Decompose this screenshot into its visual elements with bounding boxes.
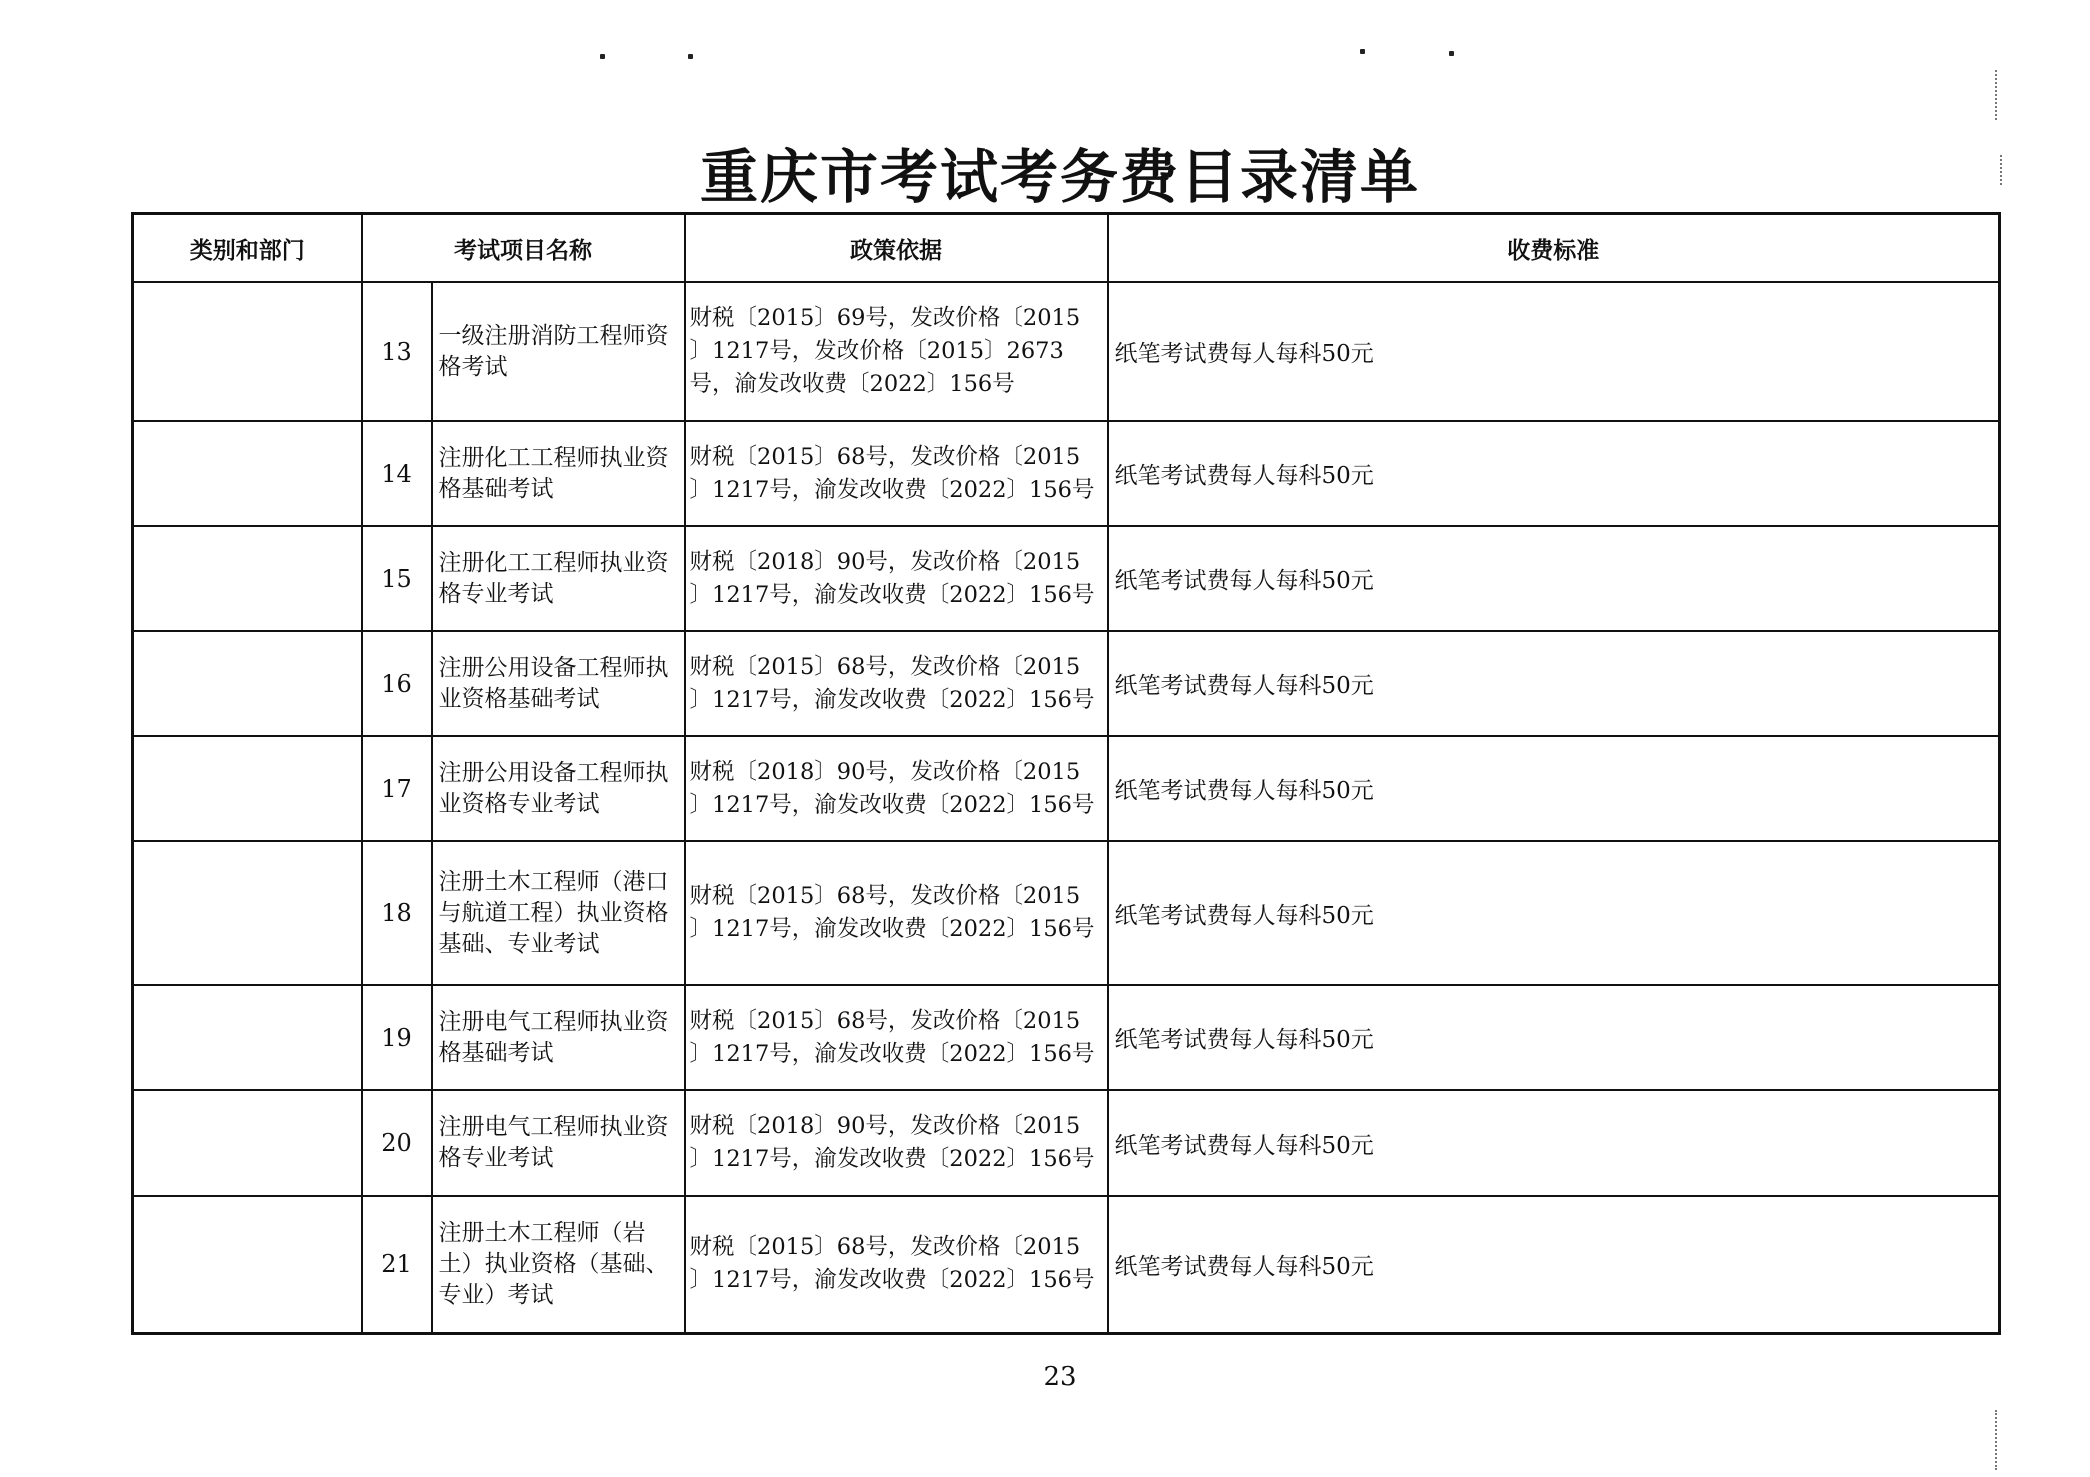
category-cell <box>133 421 362 526</box>
policy-basis: 财税〔2015〕68号，发改价格〔2015 〕1217号，渝发改收费〔2022〕156号 <box>685 631 1108 736</box>
row-number: 15 <box>362 526 432 631</box>
exam-name: 注册化工工程师执业资格专业考试 <box>432 526 685 631</box>
scan-dot <box>1360 49 1365 54</box>
exam-name: 注册电气工程师执业资格基础考试 <box>432 985 685 1090</box>
policy-basis: 财税〔2015〕68号，发改价格〔2015 〕1217号，渝发改收费〔2022〕156号 <box>685 841 1108 985</box>
document-title: 重庆市考试考务费目录清单 <box>699 143 1420 211</box>
scan-dot <box>688 54 693 59</box>
policy-basis: 财税〔2018〕90号，发改价格〔2015 〕1217号，渝发改收费〔2022〕156号 <box>685 736 1108 841</box>
table-row <box>133 841 2000 985</box>
category-cell <box>133 841 362 985</box>
table-header-row <box>133 214 2000 283</box>
scan-dot <box>1449 51 1454 56</box>
header-policy-basis: 政策依据 <box>685 214 1108 283</box>
scan-margin-mark <box>1995 70 1997 120</box>
table-row <box>133 631 2000 736</box>
exam-name: 注册电气工程师执业资格专业考试 <box>432 1090 685 1196</box>
category-cell <box>133 282 362 421</box>
header-exam-name: 考试项目名称 <box>362 214 685 283</box>
page-number: 23 <box>1043 1362 1077 1392</box>
category-cell <box>133 736 362 841</box>
row-number: 19 <box>362 985 432 1090</box>
table-row <box>133 985 2000 1090</box>
policy-basis: 财税〔2015〕68号，发改价格〔2015 〕1217号，渝发改收费〔2022〕156号 <box>685 985 1108 1090</box>
fee-standard: 纸笔考试费每人每科50元 <box>1108 282 2000 421</box>
table-row <box>133 526 2000 631</box>
fee-standard: 纸笔考试费每人每科50元 <box>1108 1090 2000 1196</box>
policy-basis: 财税〔2015〕68号，发改价格〔2015 〕1217号，渝发改收费〔2022〕156号 <box>685 1196 1108 1333</box>
fee-standard: 纸笔考试费每人每科50元 <box>1108 985 2000 1090</box>
exam-name: 注册公用设备工程师执业资格专业考试 <box>432 736 685 841</box>
category-cell <box>133 526 362 631</box>
fee-catalog-table <box>131 212 2001 1335</box>
fee-standard: 纸笔考试费每人每科50元 <box>1108 1196 2000 1333</box>
row-number: 14 <box>362 421 432 526</box>
exam-name: 注册化工工程师执业资格基础考试 <box>432 421 685 526</box>
row-number: 21 <box>362 1196 432 1333</box>
fee-standard: 纸笔考试费每人每科50元 <box>1108 736 2000 841</box>
policy-basis: 财税〔2015〕69号，发改价格〔2015 〕1217号，发改价格〔2015〕2673 号，渝发改收费〔2022〕156号 <box>685 282 1108 421</box>
policy-basis: 财税〔2018〕90号，发改价格〔2015 〕1217号，渝发改收费〔2022〕156号 <box>685 526 1108 631</box>
table-row <box>133 1090 2000 1196</box>
category-cell <box>133 631 362 736</box>
row-number: 20 <box>362 1090 432 1196</box>
exam-name: 一级注册消防工程师资格考试 <box>432 282 685 421</box>
header-fee-standard: 收费标准 <box>1108 214 2000 283</box>
scan-margin-mark <box>1995 1410 1997 1470</box>
category-cell <box>133 1090 362 1196</box>
category-cell <box>133 1196 362 1333</box>
scan-dot <box>600 54 605 59</box>
row-number: 18 <box>362 841 432 985</box>
fee-standard: 纸笔考试费每人每科50元 <box>1108 841 2000 985</box>
row-number: 13 <box>362 282 432 421</box>
policy-basis: 财税〔2015〕68号，发改价格〔2015 〕1217号，渝发改收费〔2022〕156号 <box>685 421 1108 526</box>
table-row <box>133 1196 2000 1333</box>
table-row <box>133 421 2000 526</box>
fee-standard: 纸笔考试费每人每科50元 <box>1108 421 2000 526</box>
policy-basis: 财税〔2018〕90号，发改价格〔2015 〕1217号，渝发改收费〔2022〕156号 <box>685 1090 1108 1196</box>
table-row <box>133 736 2000 841</box>
exam-name: 注册公用设备工程师执业资格基础考试 <box>432 631 685 736</box>
header-category: 类别和部门 <box>133 214 362 283</box>
category-cell <box>133 985 362 1090</box>
exam-name: 注册土木工程师（岩土）执业资格（基础、专业）考试 <box>432 1196 685 1333</box>
fee-standard: 纸笔考试费每人每科50元 <box>1108 526 2000 631</box>
exam-name: 注册土木工程师（港口与航道工程）执业资格基础、专业考试 <box>432 841 685 985</box>
table-row <box>133 282 2000 421</box>
fee-standard: 纸笔考试费每人每科50元 <box>1108 631 2000 736</box>
row-number: 17 <box>362 736 432 841</box>
row-number: 16 <box>362 631 432 736</box>
